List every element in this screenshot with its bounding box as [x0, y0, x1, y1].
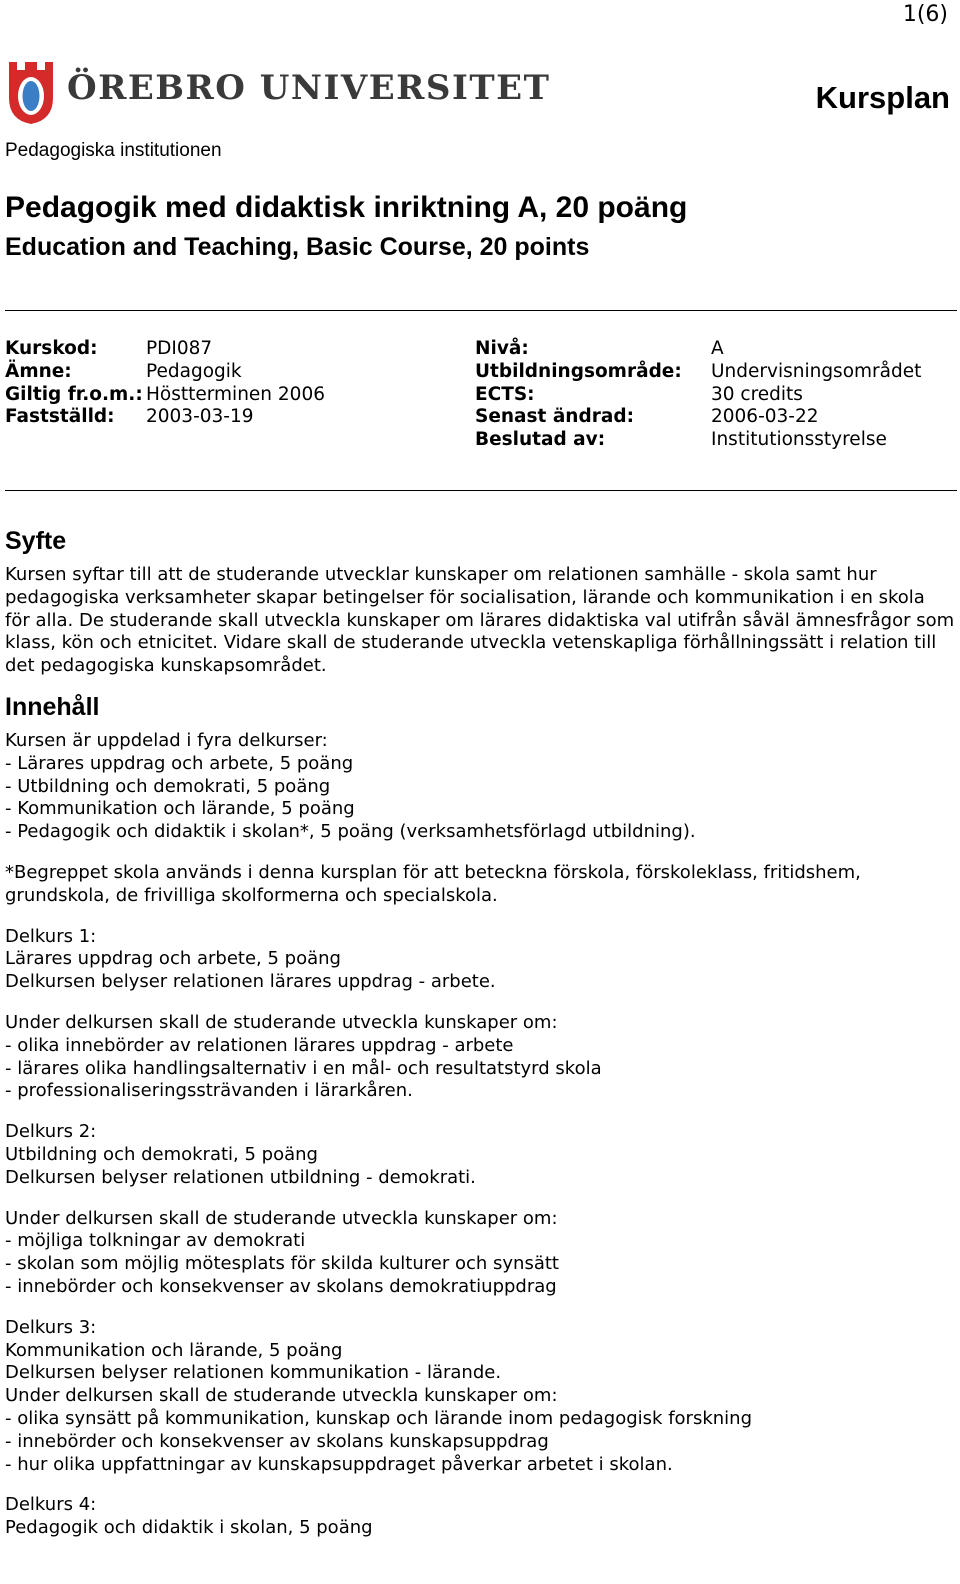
institution-name: Pedagogiska institutionen — [5, 140, 222, 161]
syfte-heading: Syfte — [5, 527, 67, 555]
innehall-paragraph: Under delkursen skall de studerande utveckla kunskaper om: - olika innebörder av relationen lärares uppdrag - arbete - lärares olika handlingsalternativ i en mål- och resultatstyrd skola - professionaliseringssträvanden i lärarkåren. — [5, 1011, 602, 1102]
syfte-text: Kursen syftar till att de studerande utvecklar kunskaper om relationen samhälle - skola samt hur pedagogiska verksamheter skapar betingelser för socialisation, lärande och kommunikation i en skola för alla. De studerande skall utveckla kunskaper om lärares didaktiska val utifrån såväl ämnesfrågor som klass, kön och etnicitet. Vidare skall de studerande utveckla vetenskapliga förhållningssätt i relation till det pedagogiska kunskapsområdet. — [5, 564, 960, 677]
page-number: 1(6) — [902, 2, 948, 27]
divider-bottom — [5, 490, 957, 491]
meta-label: Giltig fr.o.m.: — [5, 383, 143, 405]
course-title-sv: Pedagogik med didaktisk inriktning A, 20 poäng — [5, 191, 688, 224]
meta-value: PDI087 — [146, 338, 213, 359]
meta-label: Ämne: — [5, 360, 72, 382]
meta-label: Kurskod: — [5, 338, 98, 359]
meta-label: Senast ändrad: — [475, 406, 634, 428]
innehall-paragraph: Delkurs 4: Pedagogik och didaktik i skolan, 5 poäng — [5, 1494, 373, 1539]
innehall-paragraph: *Begreppet skola används i denna kursplan för att beteckna förskola, förskoleklass, fritidshem, grundskola, de frivilliga skolformerna och specialskola. — [5, 861, 867, 906]
meta-label: ECTS: — [475, 383, 535, 405]
meta-value: Undervisningsområdet — [711, 360, 922, 382]
metadata-right-labels — [475, 338, 682, 452]
meta-value: 30 credits — [711, 383, 803, 405]
course-metadata — [5, 338, 955, 458]
innehall-paragraph: Delkurs 2: Utbildning och demokrati, 5 poäng Delkursen belyser relationen utbildning - demokrati. — [5, 1121, 476, 1188]
innehall-paragraph: Under delkursen skall de studerande utveckla kunskaper om: - möjliga tolkningar av demokrati - skolan som möjlig mötesplats för skilda kulturer och synsätt - innebörder och konsekvenser av skolans demokratiuppdrag — [5, 1207, 559, 1297]
innehall-heading: Innehåll — [5, 692, 100, 721]
meta-value: Höstterminen 2006 — [146, 383, 325, 405]
university-logo — [5, 58, 550, 126]
meta-value: 2006-03-22 — [711, 406, 819, 428]
meta-label: Nivå: — [475, 338, 529, 359]
meta-label: Utbildningsområde: — [475, 360, 682, 382]
course-title-en: Education and Teaching, Basic Course, 20 points — [5, 233, 590, 261]
metadata-right-values — [711, 338, 921, 452]
metadata-left-labels — [5, 338, 143, 429]
meta-value: Institutionsstyrelse — [711, 429, 887, 451]
metadata-left-values — [146, 338, 325, 429]
meta-value: 2003-03-19 — [146, 406, 254, 428]
main-content — [5, 527, 960, 1540]
meta-value: A — [711, 338, 724, 359]
divider-top — [5, 310, 957, 311]
meta-value: Pedagogik — [146, 360, 242, 382]
document-type: Kursplan — [815, 80, 950, 115]
innehall-paragraph: Delkurs 3: Kommunikation och lärande, 5 poäng Delkursen belyser relationen kommunikation - lärande. Under delkursen skall de studerande utveckla kunskaper om: - olika synsätt på kommunikation, kunskap och lärande inom pedagogisk forskning - innebörder och konsekvenser av skolans kunskapsuppdrag - hur olika uppfattningar av kunskapsuppdraget påverkar arbetet i skolan. — [5, 1316, 752, 1475]
innehall-paragraph: Delkurs 1: Lärares uppdrag och arbete, 5 poäng Delkursen belyser relationen lärares uppdrag - arbete. — [5, 925, 496, 993]
innehall-paragraph: Kursen är uppdelad i fyra delkurser: - Lärares uppdrag och arbete, 5 poäng - Utbildning och demokrati, 5 poäng - Kommunikation och lärande, 5 poäng - Pedagogik och didaktik i skolan*, 5 poäng (verksamhetsförlagd utbildning). — [5, 729, 696, 843]
university-crest-icon — [5, 58, 57, 126]
meta-label: Beslutad av: — [475, 429, 606, 451]
meta-label: Fastställd: — [5, 406, 115, 428]
logo-wordmark: ÖREBRO UNIVERSITET — [67, 68, 551, 108]
